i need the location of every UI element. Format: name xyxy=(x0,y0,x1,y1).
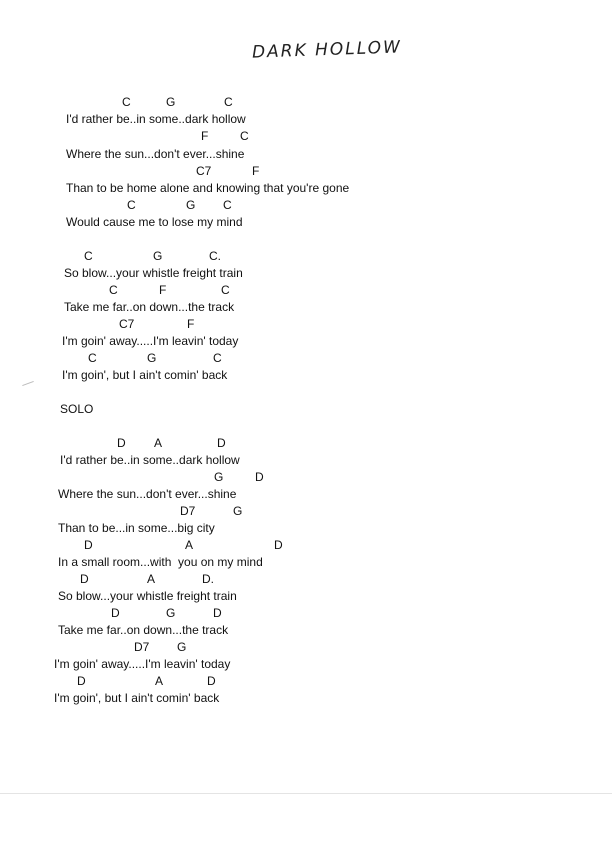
chord: D. xyxy=(202,572,214,586)
chord: C xyxy=(224,95,233,109)
lyric-line: I'd rather be..in some..dark hollow xyxy=(66,112,246,126)
chord: D xyxy=(255,470,264,484)
chord: A xyxy=(147,572,156,586)
chord: D xyxy=(207,674,216,688)
chord: G xyxy=(186,198,196,212)
chord: G xyxy=(233,504,243,518)
lyric-line: Than to be...in some...big city xyxy=(58,521,215,535)
chord: G xyxy=(166,606,176,620)
lyric-line: So blow...your whistle freight train xyxy=(58,589,237,603)
chord: C xyxy=(213,351,222,365)
chord: C xyxy=(109,283,118,297)
chord: D xyxy=(217,436,226,450)
chord: D xyxy=(274,538,283,552)
chord: D xyxy=(77,674,86,688)
solo-label: SOLO xyxy=(60,402,94,416)
chord: C7 xyxy=(119,317,135,331)
chord: C xyxy=(221,283,230,297)
chord: C xyxy=(240,129,249,143)
chord: D7 xyxy=(180,504,196,518)
lyric-line: I'm goin' away.....I'm leavin' today xyxy=(54,657,231,671)
chord: F xyxy=(187,317,195,331)
chord: D xyxy=(111,606,120,620)
lyric-line: Take me far..on down...the track xyxy=(58,623,229,637)
chord: G xyxy=(153,249,163,263)
chord: D xyxy=(84,538,93,552)
lyric-line: Take me far..on down...the track xyxy=(64,300,235,314)
chord: C xyxy=(223,198,232,212)
chord: C. xyxy=(209,249,221,263)
chord: D xyxy=(117,436,126,450)
chord: A xyxy=(154,436,163,450)
lyric-line: I'm goin' away.....I'm leavin' today xyxy=(62,334,239,348)
song-title: DARK HOLLOW xyxy=(251,37,403,63)
chord: G xyxy=(177,640,187,654)
lyric-line: Where the sun...don't ever...shine xyxy=(66,147,245,161)
chord: A xyxy=(185,538,194,552)
scan-edge xyxy=(0,793,612,794)
chord: G xyxy=(166,95,176,109)
chord: F xyxy=(252,164,260,178)
lyric-line: Would cause me to lose my mind xyxy=(66,215,243,229)
lyric-line: So blow...your whistle freight train xyxy=(64,266,243,280)
chord: G xyxy=(147,351,157,365)
chord: D7 xyxy=(134,640,150,654)
lyric-line: I'm goin', but I ain't comin' back xyxy=(62,368,228,382)
chord: C xyxy=(122,95,131,109)
lyric-line: Where the sun...don't ever...shine xyxy=(58,487,237,501)
chord: D xyxy=(213,606,222,620)
chord: D xyxy=(80,572,89,586)
lyric-line: I'm goin', but I ain't comin' back xyxy=(54,691,220,705)
chord: A xyxy=(155,674,164,688)
chord: C xyxy=(88,351,97,365)
scan-mark xyxy=(22,381,34,386)
lyric-line: Than to be home alone and knowing that you're gone xyxy=(66,181,350,195)
chord: F xyxy=(159,283,167,297)
chord: G xyxy=(214,470,224,484)
chord: F xyxy=(201,129,209,143)
lyric-line: In a small room...with you on my mind xyxy=(58,555,263,569)
chord: C7 xyxy=(196,164,212,178)
lyric-line: I'd rather be..in some..dark hollow xyxy=(60,453,240,467)
chord: C xyxy=(84,249,93,263)
chord: C xyxy=(127,198,136,212)
